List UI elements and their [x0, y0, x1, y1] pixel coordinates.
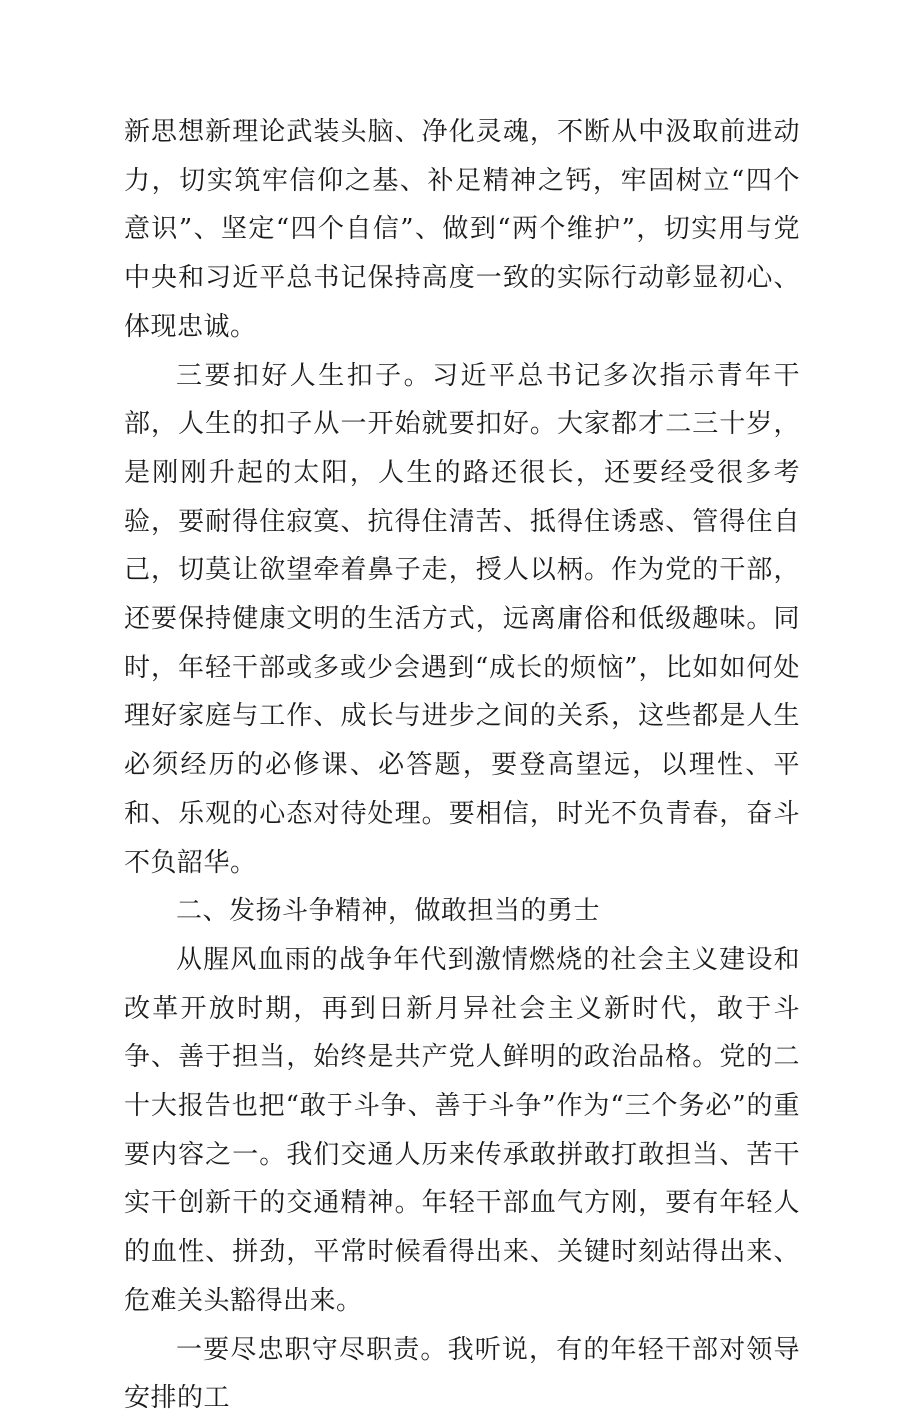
section-heading-struggle-spirit: 二、发扬斗争精神，做敢担当的勇士	[176, 896, 601, 927]
paragraph-continuation: 新思想新理论武装头脑、净化灵魂，不断从中汲取前进动力，切实筑牢信仰之基、补足精神之钙，牢固树立“四个意识”、坚定“四个自信”、做到“两个维护”，切实用与党中央和习近平总书记保持高度一致的实际行动彰显初心、体现忠诚。	[124, 117, 800, 342]
document-body	[124, 108, 800, 1423]
paragraph-life-buttons: 三要扣好人生扣子。习近平总书记多次指示青年干部，人生的扣子从一开始就要扣好。大家都才二三十岁，是刚刚升起的太阳，人生的路还很长，还要经受很多考验，要耐得住寂寞、抗得住清苦、抵得住诱惑、管得住自己，切莫让欲望牵着鼻子走，授人以柄。作为党的干部，还要保持健康文明的生活方式，远离庸俗和低级趣味。同时，年轻干部或多或少会遇到“成长的烦恼”，比如如何处理好家庭与工作、成长与进步之间的关系，这些都是人生必须经历的必修课、必答题，要登高望远，以理性、平和、乐观的心态对待处理。要相信，时光不负青春，奋斗不负韶华。	[124, 360, 800, 878]
paragraph-duty: 一要尽忠职守尽职责。我听说，有的年轻干部对领导安排的工	[124, 1334, 800, 1414]
paragraph-struggle-history: 从腥风血雨的战争年代到激情燃烧的社会主义建设和改革开放时期，再到日新月异社会主义新时代，敢于斗争、善于担当，始终是共产党人鲜明的政治品格。党的二十大报告也把“敢于斗争、善于斗争”作为“三个务必”的重要内容之一。我们交通人历来传承敢拼敢打敢担当、苦干实干创新干的交通精神。年轻干部血气方刚，要有年轻人的血性、拼劲，平常时候看得出来、关键时刻站得出来、危难关头豁得出来。	[124, 944, 800, 1316]
